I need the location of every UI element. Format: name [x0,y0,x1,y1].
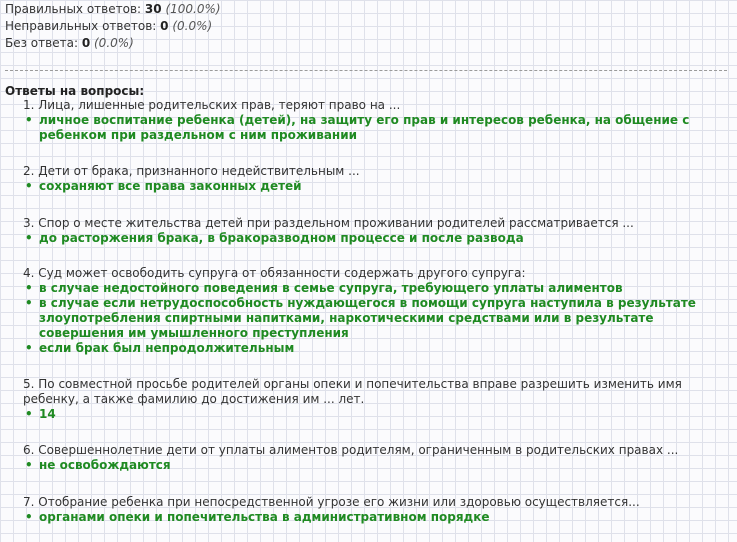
answer-item: • если брак был непродолжительным [23,341,723,356]
question-5 [23,377,723,422]
answers-heading: Ответы на вопросы: [5,84,145,98]
answer-item: • не освобождаются [23,458,723,473]
dashed-divider [5,70,727,71]
answer-list [23,407,723,422]
question-7 [23,495,723,525]
unanswered-value: 0 [81,36,91,50]
answer-list [23,458,723,473]
answer-item: • сохраняют все права законных детей [23,179,723,194]
question-4 [23,266,723,356]
unanswered-row [5,35,221,52]
question-text: 5. По совместной просьбе родителей органы опеки и попечительства вправе разрешить изменить имя ребенку, а также фамилию до достижения им ... лет. [23,377,682,406]
wrong-percent: (0.0%) [172,19,213,33]
question-text: 6. Совершеннолетние дети от уплаты алиментов родителям, ограниченным в родительских правах ... [23,443,679,457]
unanswered-percent: (0.0%) [94,36,134,50]
answer-item: • до расторжения брака, в бракоразводном процессе и после развода [23,231,723,246]
question-text: 2. Дети от брака, признанного недействительным ... [23,164,360,178]
question-3 [23,216,723,246]
question-text: 4. Суд может освободить супруга от обязанности содержать другого супруга: [23,266,526,280]
answer-item: • личное воспитание ребенка (детей), на защиту его прав и интересов ребенка, на общение с ребенком при раздельном с ним проживании [23,113,723,143]
results-summary [5,1,221,52]
answer-list [23,281,723,356]
answer-list [23,179,723,194]
answer-list [23,231,723,246]
answer-list [23,510,723,525]
correct-value: 30 [144,2,162,16]
question-text: 7. Отобрание ребенка при непосредственной угрозе его жизни или здоровью осуществляется... [23,495,640,509]
wrong-answers-row [5,18,221,35]
answer-item: • в случае недостойного поведения в семье супруга, требующего уплаты алиментов [23,281,723,296]
correct-answers-row [5,1,221,18]
correct-label: Правильных ответов: [5,2,142,16]
correct-percent: (100.0%) [165,2,221,16]
unanswered-label: Без ответа: [5,36,78,50]
question-1 [23,98,723,143]
question-2 [23,164,723,194]
question-6 [23,443,723,473]
question-text: 1. Лица, лишенные родительских прав, теряют право на ... [23,98,401,112]
wrong-label: Неправильных ответов: [5,19,157,33]
answer-item: • в случае если нетрудоспособность нуждающегося в помощи супруга наступила в результате злоупотребления спиртными напитками, наркотическими средствами или в результате совершения им умышленного преступления [23,296,723,341]
wrong-value: 0 [160,19,169,33]
answer-item: • 14 [23,407,723,422]
question-text: 3. Спор о месте жительства детей при раздельном проживании родителей рассматривается ... [23,216,634,230]
answer-list [23,113,723,143]
answer-item: • органами опеки и попечительства в административном порядке [23,510,723,525]
